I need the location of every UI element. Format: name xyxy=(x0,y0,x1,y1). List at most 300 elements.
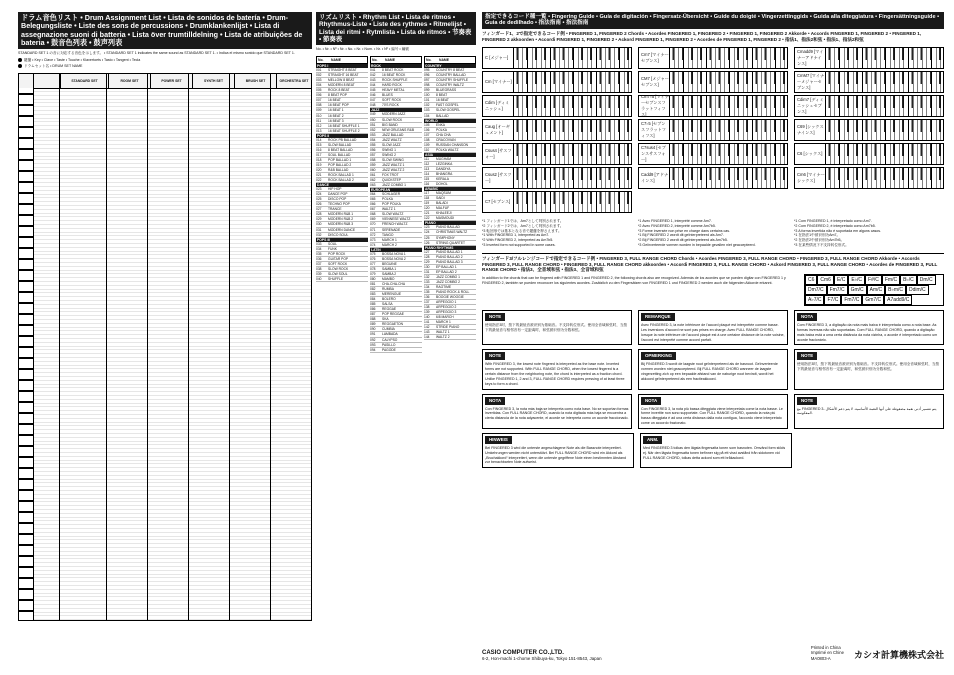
rhythm-number: 139 xyxy=(424,310,430,315)
rhythm-name: JAZZ COMBO 2 xyxy=(436,279,460,284)
nota-es-label: NOTA xyxy=(485,397,505,405)
footnote: *2 Avec FINGERED 2, interprété comme Am7b5. xyxy=(638,223,716,228)
opmerking-label: OPMERKING xyxy=(641,352,676,360)
keyboard-diagram xyxy=(514,71,632,93)
rhythm-number: 066 xyxy=(370,202,376,207)
rhythm-name: SAMBA 1 xyxy=(382,266,397,271)
rhythm-number: 024 xyxy=(316,192,322,197)
rhythm-name: 16 BEAT 3 xyxy=(328,118,344,123)
rhythm-number: 034 xyxy=(316,246,322,251)
rhythm-number: 104 xyxy=(424,113,430,118)
rhythm-number: 134 xyxy=(424,284,430,289)
chord-symbol: E♭/C xyxy=(848,275,865,285)
rhythm-number: 135 xyxy=(424,289,430,294)
footnote: *1 Com FINGERED 1, é interpretado como Am7. xyxy=(794,219,872,224)
rhythm-name: ROCK SHUFFLE xyxy=(382,78,408,83)
rhythm-number: 105 xyxy=(424,122,430,127)
rhythm-name: SALSA xyxy=(382,302,393,307)
rhythm-name: COUNTRY 8 BEAT xyxy=(436,68,465,73)
rhythm-number: 041 xyxy=(370,68,376,73)
drum-head-note xyxy=(34,74,61,88)
note-zh-text: 使用指法3时，按下的最低音被识别为基础音。不支持转位形式。使用全音域和弦时，当按下的最低音与相邻音有一定距离时，和弦被识别为分数和弦。 xyxy=(797,362,940,372)
rhythm-name: SOUL BALLAD xyxy=(328,152,351,157)
rhythm-name: JAZZ COMBO 1 xyxy=(382,183,406,188)
nota-pt-label: NOTA xyxy=(797,313,817,321)
keyboard-diagram xyxy=(670,167,788,189)
rhythm-number: 119 xyxy=(424,201,430,206)
rhythm-name: DOHOL xyxy=(436,182,448,187)
rhythm-name: WALTZ 1 xyxy=(382,207,396,212)
drum-table-body xyxy=(19,88,311,620)
note-text: With FINGERED 3, the lowest note fingered is interpreted as the base note. Inverted forms are not supported. With FULL RANGE CHORD, when the lowest fingered is a certain distance from the neighboring note, the chord is interpreted as a fraction chord. Unlike FINGERED 1, 2 and 3, FULL RANGE CHORD requires pressing of at least three keys to form a chord. xyxy=(485,362,625,386)
rhythm-columns xyxy=(316,56,476,353)
chord-name: Cdim7 [ディミニッシュセブンス] xyxy=(794,95,826,117)
drum-col-separator xyxy=(229,74,230,620)
rhythm-name: 70'S ROCK xyxy=(382,103,399,108)
rhythm-name: POP POLKA xyxy=(382,202,401,207)
rhythm-number: 043 xyxy=(370,78,376,83)
rhythm-name: BOLERO xyxy=(382,297,396,302)
rhythm-number: 133 xyxy=(424,279,430,284)
rhythm-name: POLKA xyxy=(382,197,393,202)
rhythm-number: 010 xyxy=(316,113,322,118)
rhythm-name: 6/8 MARCH xyxy=(436,315,454,320)
chord-diagram xyxy=(482,47,632,69)
rhythm-number: 093 xyxy=(370,342,376,347)
rhythm-name: PIANO BALLAD xyxy=(436,225,460,230)
footnotes-a xyxy=(482,219,632,247)
rhythm-name: STRAIGHT 16 BEAT xyxy=(328,73,359,78)
footnote: *1 Bij FINGERED 2 wordt dit geïnterpreteerd als Am7. xyxy=(638,233,724,238)
rhythm-group-header: JAZZ xyxy=(370,108,422,112)
rhythm-number: 040 xyxy=(316,276,322,281)
rhythm-number: 092 xyxy=(370,337,376,342)
rhythm-name: PIANO ROCK & ROLL xyxy=(436,289,470,294)
footnote: *1 在指法1中被识别为Am7。 xyxy=(794,233,841,238)
rhythm-name: POLKA WALTZ xyxy=(436,147,459,152)
rhythm-number: 013 xyxy=(316,128,322,133)
chord-symbol: Fm/C xyxy=(882,275,900,285)
rhythm-number: 029 xyxy=(316,217,322,222)
chord-diagram xyxy=(638,167,788,189)
rhythm-number: 046 xyxy=(370,93,376,98)
chord-name: Cmadd9 [マイナーアドナインス] xyxy=(794,47,826,69)
rhythm-name: POP REGGAE xyxy=(382,312,404,317)
note-label-ja: NOTE xyxy=(485,313,505,321)
footnote: *3 在某些情况下不支持转位形式。 xyxy=(794,242,849,247)
rhythm-number: 098 xyxy=(424,83,430,88)
rhythm-name: SKA xyxy=(382,317,389,322)
rhythm-number: 053 xyxy=(370,132,376,137)
rhythm-name: 16 BEAT POP xyxy=(328,103,349,108)
chord-name: Cm7♭5 [マイナーセブンスフラットフィフス] xyxy=(638,95,670,117)
rhythm-number: 103 xyxy=(424,108,430,113)
rhythm-group-header: WORLD xyxy=(424,119,476,123)
rhythm-name: ARPEGGIO 2 xyxy=(436,305,457,310)
chord-symbol: Cm6 xyxy=(817,275,834,285)
rhythm-number: 052 xyxy=(370,127,376,132)
chord-symbol: B♭/C xyxy=(900,275,917,285)
drum-note-key: 鍵盤 • Key • Clave • Taste • Touche • Klavertoets • Tasto • Tangent • Tecla xyxy=(24,57,141,62)
company-brand-jp: カシオ計算機株式会社 xyxy=(853,650,944,660)
page-footer xyxy=(482,645,944,661)
company-name: CASIO COMPUTER CO.,LTD. xyxy=(482,650,564,656)
rhythm-number: 064 xyxy=(370,192,376,197)
rhythm-number: 015 xyxy=(316,142,322,147)
rhythm-number: 120 xyxy=(424,206,430,211)
rhythm-name: SHUFFLE xyxy=(328,276,344,281)
rhythm-number: 059 xyxy=(370,162,376,167)
drum-head-orchestra: ORCHESTRA SET xyxy=(279,79,309,84)
rhythm-name: BLUES xyxy=(382,93,393,98)
chord-name: C6 [シックス] xyxy=(794,143,826,165)
footnote: *2 With FINGERED 2, interpreted as Am7b5. xyxy=(482,237,554,242)
rhythm-number: 001 xyxy=(316,68,322,73)
keyboard-diagram xyxy=(826,167,944,189)
rhythm-number: 058 xyxy=(370,157,376,162)
drum-col-separator xyxy=(270,74,271,620)
rhythm-name: STRIDE PIANO xyxy=(436,325,460,330)
rhythm-name: SLOW ROCK xyxy=(328,266,349,271)
rhythm-group-header: LATIN xyxy=(370,248,422,252)
rhythm-name: HIP HOP xyxy=(328,187,342,192)
note-label: NOTE xyxy=(485,352,505,360)
rhythm-name: JAZZ COMBO 1 xyxy=(436,274,460,279)
rhythm-number: 095 xyxy=(424,68,430,73)
drum-head-synth: SYNTH SET xyxy=(193,74,235,88)
chord-column-right xyxy=(794,47,944,215)
rhythm-list-panel xyxy=(316,12,476,353)
rhythm-number: 047 xyxy=(370,98,376,103)
rhythm-name: KERALA xyxy=(436,177,450,182)
chord-diagram xyxy=(638,71,788,93)
rhythm-number: 126 xyxy=(424,240,430,245)
drum-table-header xyxy=(19,74,311,89)
chord-name: C69 [シックスナインス] xyxy=(794,119,826,141)
rhythm-name: 8 BEAT ROCK xyxy=(382,68,404,73)
rhythm-number: 141 xyxy=(424,320,430,325)
rhythm-name: JAZZ BALLAD xyxy=(382,132,404,137)
rhythm-number: 072 xyxy=(370,232,376,237)
footnote: *1 With FINGERED 1, interpreted as Am7. xyxy=(482,233,550,238)
chord-diagram xyxy=(794,71,944,93)
rhythm-name: SLOW BALLAD xyxy=(328,142,352,147)
rhythm-name: MELLOW 8 BEAT xyxy=(328,78,355,83)
chord-diagram xyxy=(482,143,632,165)
chord-symbol: F7/C xyxy=(824,295,841,305)
rhythm-number: 006 xyxy=(316,93,322,98)
rhythm-name: SOFT ROCK xyxy=(382,98,402,103)
keyboard-diagram xyxy=(514,95,632,117)
rhythm-number: 062 xyxy=(370,178,376,183)
rhythm-name: SAIDI xyxy=(436,196,445,201)
rhythm-name: TRANCE xyxy=(328,207,342,212)
rhythm-name: TANGO xyxy=(382,232,394,237)
rhythm-name: SLOW WALTZ xyxy=(382,212,404,217)
note-zh-label: NOTE xyxy=(797,352,817,360)
rhythm-name: ROCK BALLAD 2 xyxy=(328,178,354,183)
rhythm-number: 125 xyxy=(424,235,430,240)
rhythm-name: MARCH 1 xyxy=(382,237,397,242)
rhythm-item xyxy=(424,335,476,340)
rhythm-number: 078 xyxy=(370,266,376,271)
rhythm-number: 025 xyxy=(316,197,322,202)
rhythm-name: TECHNO POP xyxy=(328,202,350,207)
footnote: *2 フィンガード2では、Am7として判別されます。 xyxy=(482,223,564,228)
rhythm-number: 055 xyxy=(370,142,376,147)
rhythm-number: 084 xyxy=(370,297,376,302)
hinweis-label: HINWEIS xyxy=(485,436,512,444)
rhythm-name: BOOGIE WOOGIE xyxy=(436,295,464,300)
drum-list-title: ドラム音色リスト • Drum Assignment List • Lista de sonidos de batería • Drum-Belegungsliste • Liste des sons de percussions • Drumklankenlijst • Lista di assegnazione suoni di batteria • Lista över trumtilldelning • Lista de atribuições de bateria • 鼓音色列表 • 鼓声列表 xyxy=(18,12,312,49)
rhythm-name: SERENADE xyxy=(382,227,401,232)
rhythm-name: ARPEGGIO 1 xyxy=(436,300,457,305)
rhythm-name: FUNK xyxy=(328,246,337,251)
chord-name: Cdim [ディミニッシュ] xyxy=(482,95,514,117)
rhythm-number: 031 xyxy=(316,227,322,232)
rhythm-number: 004 xyxy=(316,83,322,88)
rhythm-group-header: DANCE xyxy=(316,183,368,187)
footnote: *3 A forma invertida não é suportada em alguns casos. xyxy=(794,228,882,233)
rhythm-name: DANCE POP xyxy=(328,192,348,197)
footnote: *3 Geïnverteerde vormen worden in bepaalde gevallen niet geaccepteerd. xyxy=(638,242,756,247)
rhythm-name: RAGTIME xyxy=(436,284,452,289)
chord-diagram xyxy=(794,119,944,141)
rhythm-number: 030 xyxy=(316,222,322,227)
rhythm-number: 090 xyxy=(370,327,376,332)
rhythm-number: 003 xyxy=(316,78,322,83)
rhythm-number: 116 xyxy=(424,182,430,187)
rhythm-number: 028 xyxy=(316,212,322,217)
rhythm-name: JAZZ WALTZ 1 xyxy=(382,162,405,167)
chord-column-mid xyxy=(638,47,788,215)
rhythm-name: DISCO SOUL xyxy=(328,232,349,237)
printed-in: Printed in China xyxy=(810,644,841,650)
rhythm-head-no: No. xyxy=(318,58,324,63)
rhythm-number: 143 xyxy=(424,330,430,335)
chord-symbol: Dm7/C xyxy=(805,285,827,295)
keyboard-diagram xyxy=(670,119,788,141)
rhythm-number: 065 xyxy=(370,197,376,202)
rhythm-group-header: PIANO xyxy=(424,221,476,225)
chord-symbol: A7add9/C xyxy=(884,295,912,305)
rhythm-number: 014 xyxy=(316,137,322,142)
fingering-title: 指定できるコード種一覧 • Fingering Guide • Guía de digitación • Fingersatz-Übersicht • Guide du doigté • Vingerzettinggids • Guida alla diteggiatura • Fingersättningsguide • Guia de dedilhado • 指法指南 • 指法指南 xyxy=(482,12,944,29)
rhythm-name: POP ROCK xyxy=(328,251,346,256)
rhythm-name: STRAIGHT 8 BEAT xyxy=(328,68,357,73)
keyboard-diagram xyxy=(670,95,788,117)
rhythm-number: 109 xyxy=(424,142,430,147)
footnote: *1 フィンガード1では、Am7として判別されます。 xyxy=(482,219,564,224)
chord-diagram xyxy=(638,95,788,117)
chord-symbol: Gm7/C xyxy=(862,295,884,305)
rhythm-name: RUMBA xyxy=(382,287,394,292)
drum-head-standard: STANDARD SET xyxy=(61,74,109,88)
keyboard-diagram xyxy=(514,47,632,69)
rhythm-number: 036 xyxy=(316,256,322,261)
chord-symbol: C6 xyxy=(805,275,817,285)
chord-symbol: B♭m/C xyxy=(885,285,906,295)
rhythm-group-header: POPS I xyxy=(316,64,368,68)
rhythm-name: MAQSUM xyxy=(436,191,451,196)
rhythm-name: MAMBO xyxy=(382,276,395,281)
drum-assignment-panel xyxy=(18,12,312,621)
rhythm-number: 044 xyxy=(370,83,376,88)
rhythm-number: 012 xyxy=(316,123,322,128)
rhythm-number: 094 xyxy=(370,347,376,352)
drum-head-brush: BRUSH SET xyxy=(235,74,277,88)
rhythm-number: 056 xyxy=(370,147,376,152)
rhythm-number: 033 xyxy=(316,241,322,246)
rhythm-name: FRENCH WALTZ xyxy=(382,222,408,227)
rhythm-name: POP BALLAD 1 xyxy=(328,157,352,162)
rhythm-name: BLUEGRASS xyxy=(436,88,457,93)
keyboard-diagram xyxy=(670,71,788,93)
rhythm-number: 054 xyxy=(370,137,376,142)
rhythm-number: 008 xyxy=(316,103,322,108)
rhythm-number: 067 xyxy=(370,207,376,212)
rhythm-number: 111 xyxy=(424,156,430,161)
chord-name: Cm6 [マイナーシックス] xyxy=(794,167,826,189)
drum-note-standard: STANDARD SET 1 の音に対応する音色を示します。 • STANDARD SET 1 indicates the same sound as STANDARD SET 1. • Indica el mismo sonido que STANDARD SET 1. xyxy=(18,51,295,56)
rhythm-number: 039 xyxy=(316,271,322,276)
rhythm-number: 115 xyxy=(424,177,430,182)
rhythm-number: 060 xyxy=(370,168,376,172)
nota-es-text: Con FINGERED 3, la nota más baja se interpreta como nota base. No se soportan formas invertidas. Con FULL RANGE CHORD, cuando la nota digitada más baja se encuentra a cierta distancia de la nota adyacente, el acorde se interpreta como un acorde fraccionado. xyxy=(485,406,629,421)
keyboard-diagram xyxy=(826,47,944,69)
rhythm-number: 132 xyxy=(424,274,430,279)
chord-symbol: Dm/C xyxy=(917,275,936,285)
rhythm-number: 077 xyxy=(370,261,376,266)
chord-symbol: A♭7/C xyxy=(805,295,824,305)
rhythm-number: 049 xyxy=(370,112,376,117)
rhythm-number: 016 xyxy=(316,147,322,152)
rhythm-name: R&B BALLAD xyxy=(328,168,349,172)
rhythm-name: CHA CHA xyxy=(436,132,451,137)
rhythm-number: 079 xyxy=(370,271,376,276)
full-range-body: In addition to the chords that can be fingered with FINGERED 1 and FINGERED 2, the following chords also are recognized. Además de los acordes que se pueden digitar con FINGERED 1 y FINGERED 2, también se pueden reconocer los siguientes acordes. Zusätzlich zu den Fingersätzen von FINGERED 1 und FINGERED 2 werden auch die folgenden Akkorde erkannt. xyxy=(482,276,786,285)
chord-name: CM7 [メジャーセブンス] xyxy=(638,71,670,93)
chord-name: C [メジャー] xyxy=(482,47,514,69)
rhythm-name: BOSSA NOVA 2 xyxy=(382,256,406,261)
rhythm-name: POLKA xyxy=(436,127,447,132)
rhythm-name: MARCH 1 xyxy=(436,320,451,325)
rhythm-number: 011 xyxy=(316,118,322,123)
anm-text: Med FINGERED 3 tolkas den lägsta fingersatta tonen som basnoten. Omvänd form stöds ej. När den lägsta fingersatta tonen befinner sig på ett visst avstånd från sidotonen vid FULL RANGE CHORD, tolkas detta ackord som ett bråkackord. xyxy=(643,445,786,460)
rhythm-number: 131 xyxy=(424,269,430,274)
drum-col-separator xyxy=(59,74,60,620)
rhythm-name: ROCK 8 BEAT xyxy=(328,88,350,93)
chord-diagram xyxy=(482,119,632,141)
rhythm-number: 068 xyxy=(370,212,376,217)
rhythm-name: SWING 1 xyxy=(382,147,396,152)
drum-head-power: POWER SET xyxy=(151,74,193,88)
chord-diagram xyxy=(794,95,944,117)
chord-symbol: Fm7/C xyxy=(827,285,848,295)
rhythm-name: JAZZ WALTZ 2 xyxy=(382,168,405,172)
rhythm-number: 063 xyxy=(370,183,376,188)
rhythm-name: ENKA xyxy=(436,122,445,127)
rhythm-name: ROCK PB BALLAD xyxy=(328,137,357,142)
drum-head-key xyxy=(19,74,34,88)
chord-diagrams xyxy=(482,47,944,215)
rhythm-number: 102 xyxy=(424,103,430,108)
rhythm-name: COUNTRY SHUFFLE xyxy=(436,78,469,83)
rhythm-number: 042 xyxy=(370,73,376,78)
drum-col-separator xyxy=(188,74,189,620)
keyboard-diagram xyxy=(826,71,944,93)
rhythm-number: 083 xyxy=(370,292,376,297)
rhythm-number: 073 xyxy=(370,237,376,242)
rhythm-name: BEGUINE xyxy=(382,261,397,266)
remarque-label: REMARQUE xyxy=(641,313,675,321)
rhythm-name: HARD ROCK xyxy=(382,83,402,88)
rhythm-number: 128 xyxy=(424,254,430,259)
rhythm-name: MODERN R&B 2 xyxy=(328,217,354,222)
rhythm-number: 076 xyxy=(370,256,376,261)
chord-symbol: E/C xyxy=(834,275,848,285)
rhythm-note: No. • Nr. • Nº • Nr. • No. • Nr. • Num. • Nr. • Nº • 编号 • 編號 xyxy=(316,47,409,52)
rhythm-column-header xyxy=(316,56,368,64)
rhythm-name: SCHLAGER xyxy=(382,192,401,197)
rhythm-number: 107 xyxy=(424,132,430,137)
rhythm-name: PASILLO xyxy=(382,342,396,347)
note-ar-text: مع FINGERED 3، يتم تفسير أدنى نغمة مضغوطة على أنها النغمة الأساسية. لا يتم دعم الأشكال المعكوسة. xyxy=(797,406,937,416)
rhythm-name: SAMBA 2 xyxy=(382,271,397,276)
rhythm-name: POP BALLAD 2 xyxy=(328,162,352,167)
footnote: *2 Bij FINGERED 2 wordt dit geïnterpreteerd als Am7b5. xyxy=(638,237,728,242)
rhythm-number: 080 xyxy=(370,276,376,281)
rhythm-number: 118 xyxy=(424,196,430,201)
rhythm-name: RUSSIAN CHANSON xyxy=(436,142,469,147)
rhythm-name: EP BALLAD 1 xyxy=(436,264,457,269)
rhythm-number: 117 xyxy=(424,191,430,196)
opmerking-text: Bij FINGERED 3 wordt de laagste noot geïnterpreteerd als de basnoot. Geïnverteerde vormen worden niet geaccepteerd. Bij FULL RANGE CHORD wanneer de laagste vingerzetting zich op een bepaalde afstand van de naburige noot bevindt, wordt het akkoord geïnterpreteerd als een fractieakkoord. xyxy=(641,362,778,381)
rhythm-name: SLOW SWING xyxy=(382,157,404,162)
rhythm-column-header xyxy=(370,56,422,64)
rhythm-name: SLOW SOUL xyxy=(328,271,348,276)
key-icon xyxy=(18,58,22,62)
rhythm-number: 142 xyxy=(424,325,430,330)
rhythm-number: 023 xyxy=(316,187,322,192)
rhythm-name: MODERN JAZZ xyxy=(382,112,406,117)
rhythm-number: 069 xyxy=(370,217,376,222)
rhythm-number: 022 xyxy=(316,178,322,183)
rhythm-head-name: NAME xyxy=(385,58,395,63)
rhythm-name: MALFUF xyxy=(436,206,450,211)
rhythm-number: 097 xyxy=(424,78,430,83)
rhythm-number: 113 xyxy=(424,166,430,171)
rhythm-name: REGGAE xyxy=(382,307,397,312)
footnote: *3 転回形では基本となる音で鍵盤を押さえます。 xyxy=(482,228,562,233)
drum-table xyxy=(18,73,312,621)
rhythm-group-header: ASIA xyxy=(424,153,476,157)
rhythm-number: 114 xyxy=(424,172,430,176)
chord-diagram xyxy=(638,119,788,141)
chord-diagram xyxy=(482,71,632,93)
chord-column-left xyxy=(482,47,632,215)
rhythm-group-header: PIANO RHYTHMS xyxy=(424,246,476,250)
rhythm-head-no: No. xyxy=(372,58,378,63)
rhythm-name: WALTZ 2 xyxy=(436,335,450,340)
rhythm-name: CUMBIA xyxy=(382,327,395,332)
rhythm-number: 071 xyxy=(370,227,376,232)
rhythm-number: 136 xyxy=(424,295,430,300)
rhythm-name: DISCO POP xyxy=(328,197,347,202)
rhythm-column xyxy=(424,56,476,353)
rhythm-name: HEAVY METAL xyxy=(382,88,405,93)
rhythm-name: COUNTRY BALLAD xyxy=(436,73,466,78)
